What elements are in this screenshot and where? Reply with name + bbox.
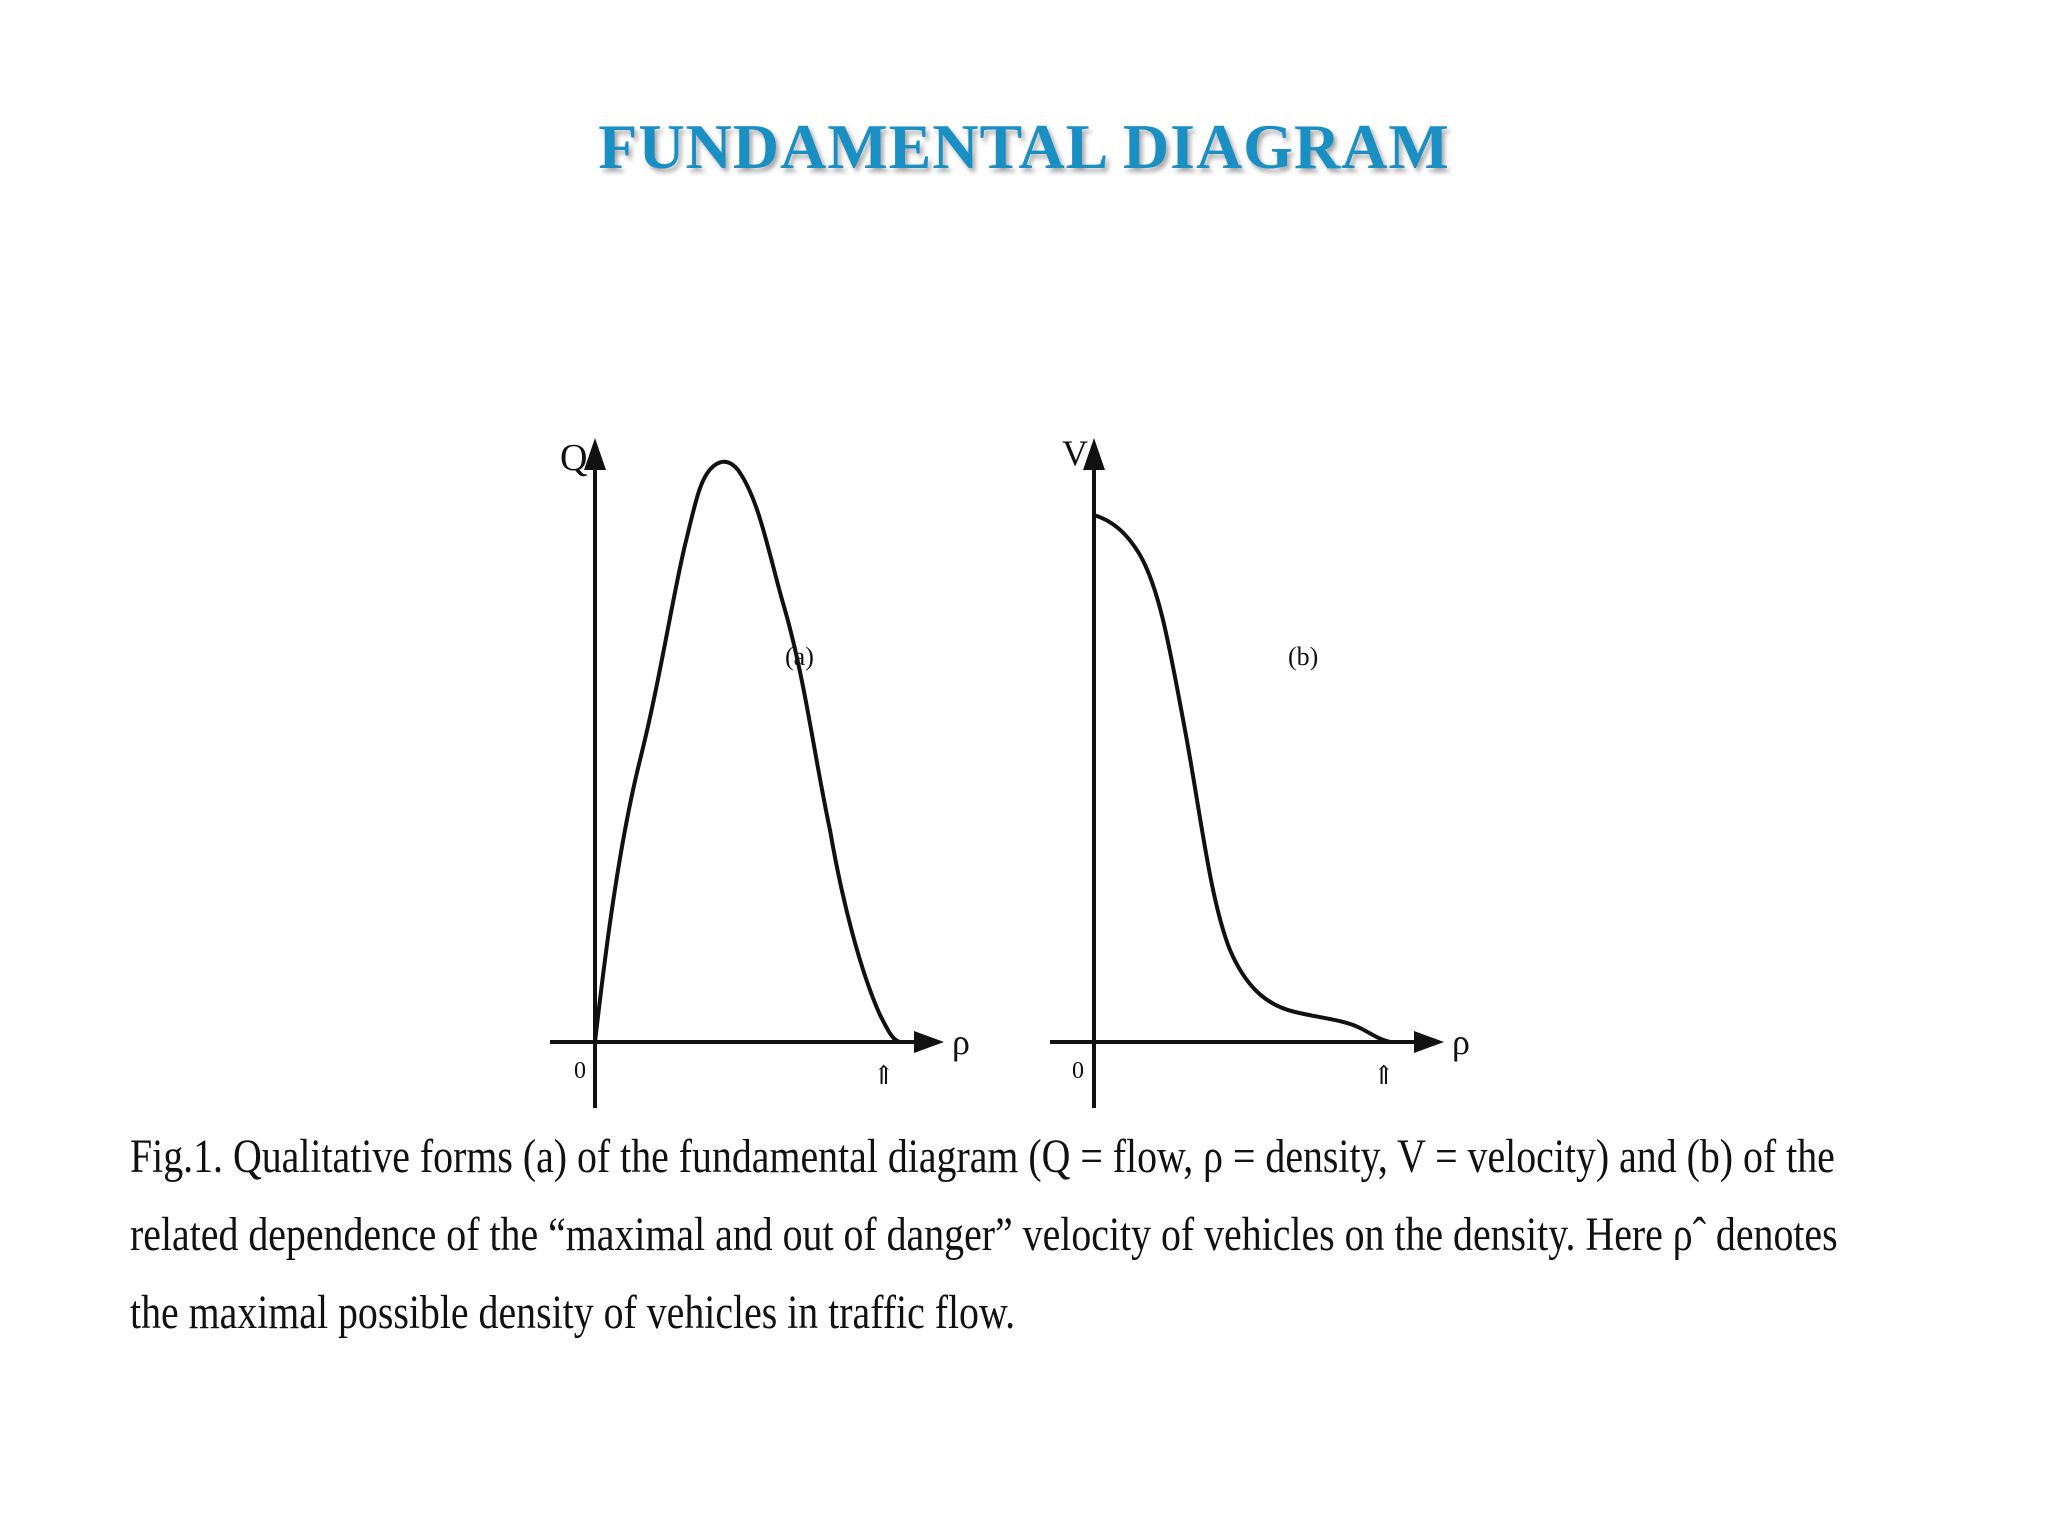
panel-b-max-density-marker: ⇑: [1373, 1061, 1395, 1090]
panel-b-x-axis-arrowhead: [1414, 1031, 1444, 1053]
figure-caption: [130, 1118, 1890, 1352]
panel-a-max-density-marker: ⇑: [873, 1061, 895, 1090]
slide-title: FUNDAMENTAL DIAGRAM: [598, 111, 1450, 182]
panel-a-flow-density: [550, 437, 970, 1108]
panel-b-velocity-curve: [1094, 515, 1390, 1042]
caption-line-2: related dependence of the “maximal and out of danger” velocity of vehicles on the density. Here ρˆ denotes: [130, 1208, 1838, 1261]
panel-b-x-axis-label: ρ: [1452, 1022, 1470, 1062]
panel-a-x-axis-label: ρ: [952, 1022, 970, 1062]
caption-line-3: the maximal possible density of vehicles in traffic flow.: [130, 1286, 1016, 1339]
panel-a-flow-curve: [595, 462, 900, 1042]
panel-a-label: (a): [785, 642, 814, 671]
caption-line-1: Fig.1. Qualitative forms (a) of the fundamental diagram (Q = flow, ρ = density, V = velocity) and (b) of the: [130, 1130, 1835, 1183]
panel-b-y-axis-label: V: [1062, 433, 1088, 473]
panel-a-y-axis-label: Q: [560, 437, 588, 479]
panel-a-origin-label: 0: [574, 1058, 586, 1084]
panel-a-x-axis-arrowhead: [914, 1031, 944, 1053]
panel-b-velocity-density: [1050, 433, 1470, 1108]
panel-b-origin-label: 0: [1072, 1058, 1084, 1084]
panel-b-label: (b): [1288, 642, 1319, 671]
